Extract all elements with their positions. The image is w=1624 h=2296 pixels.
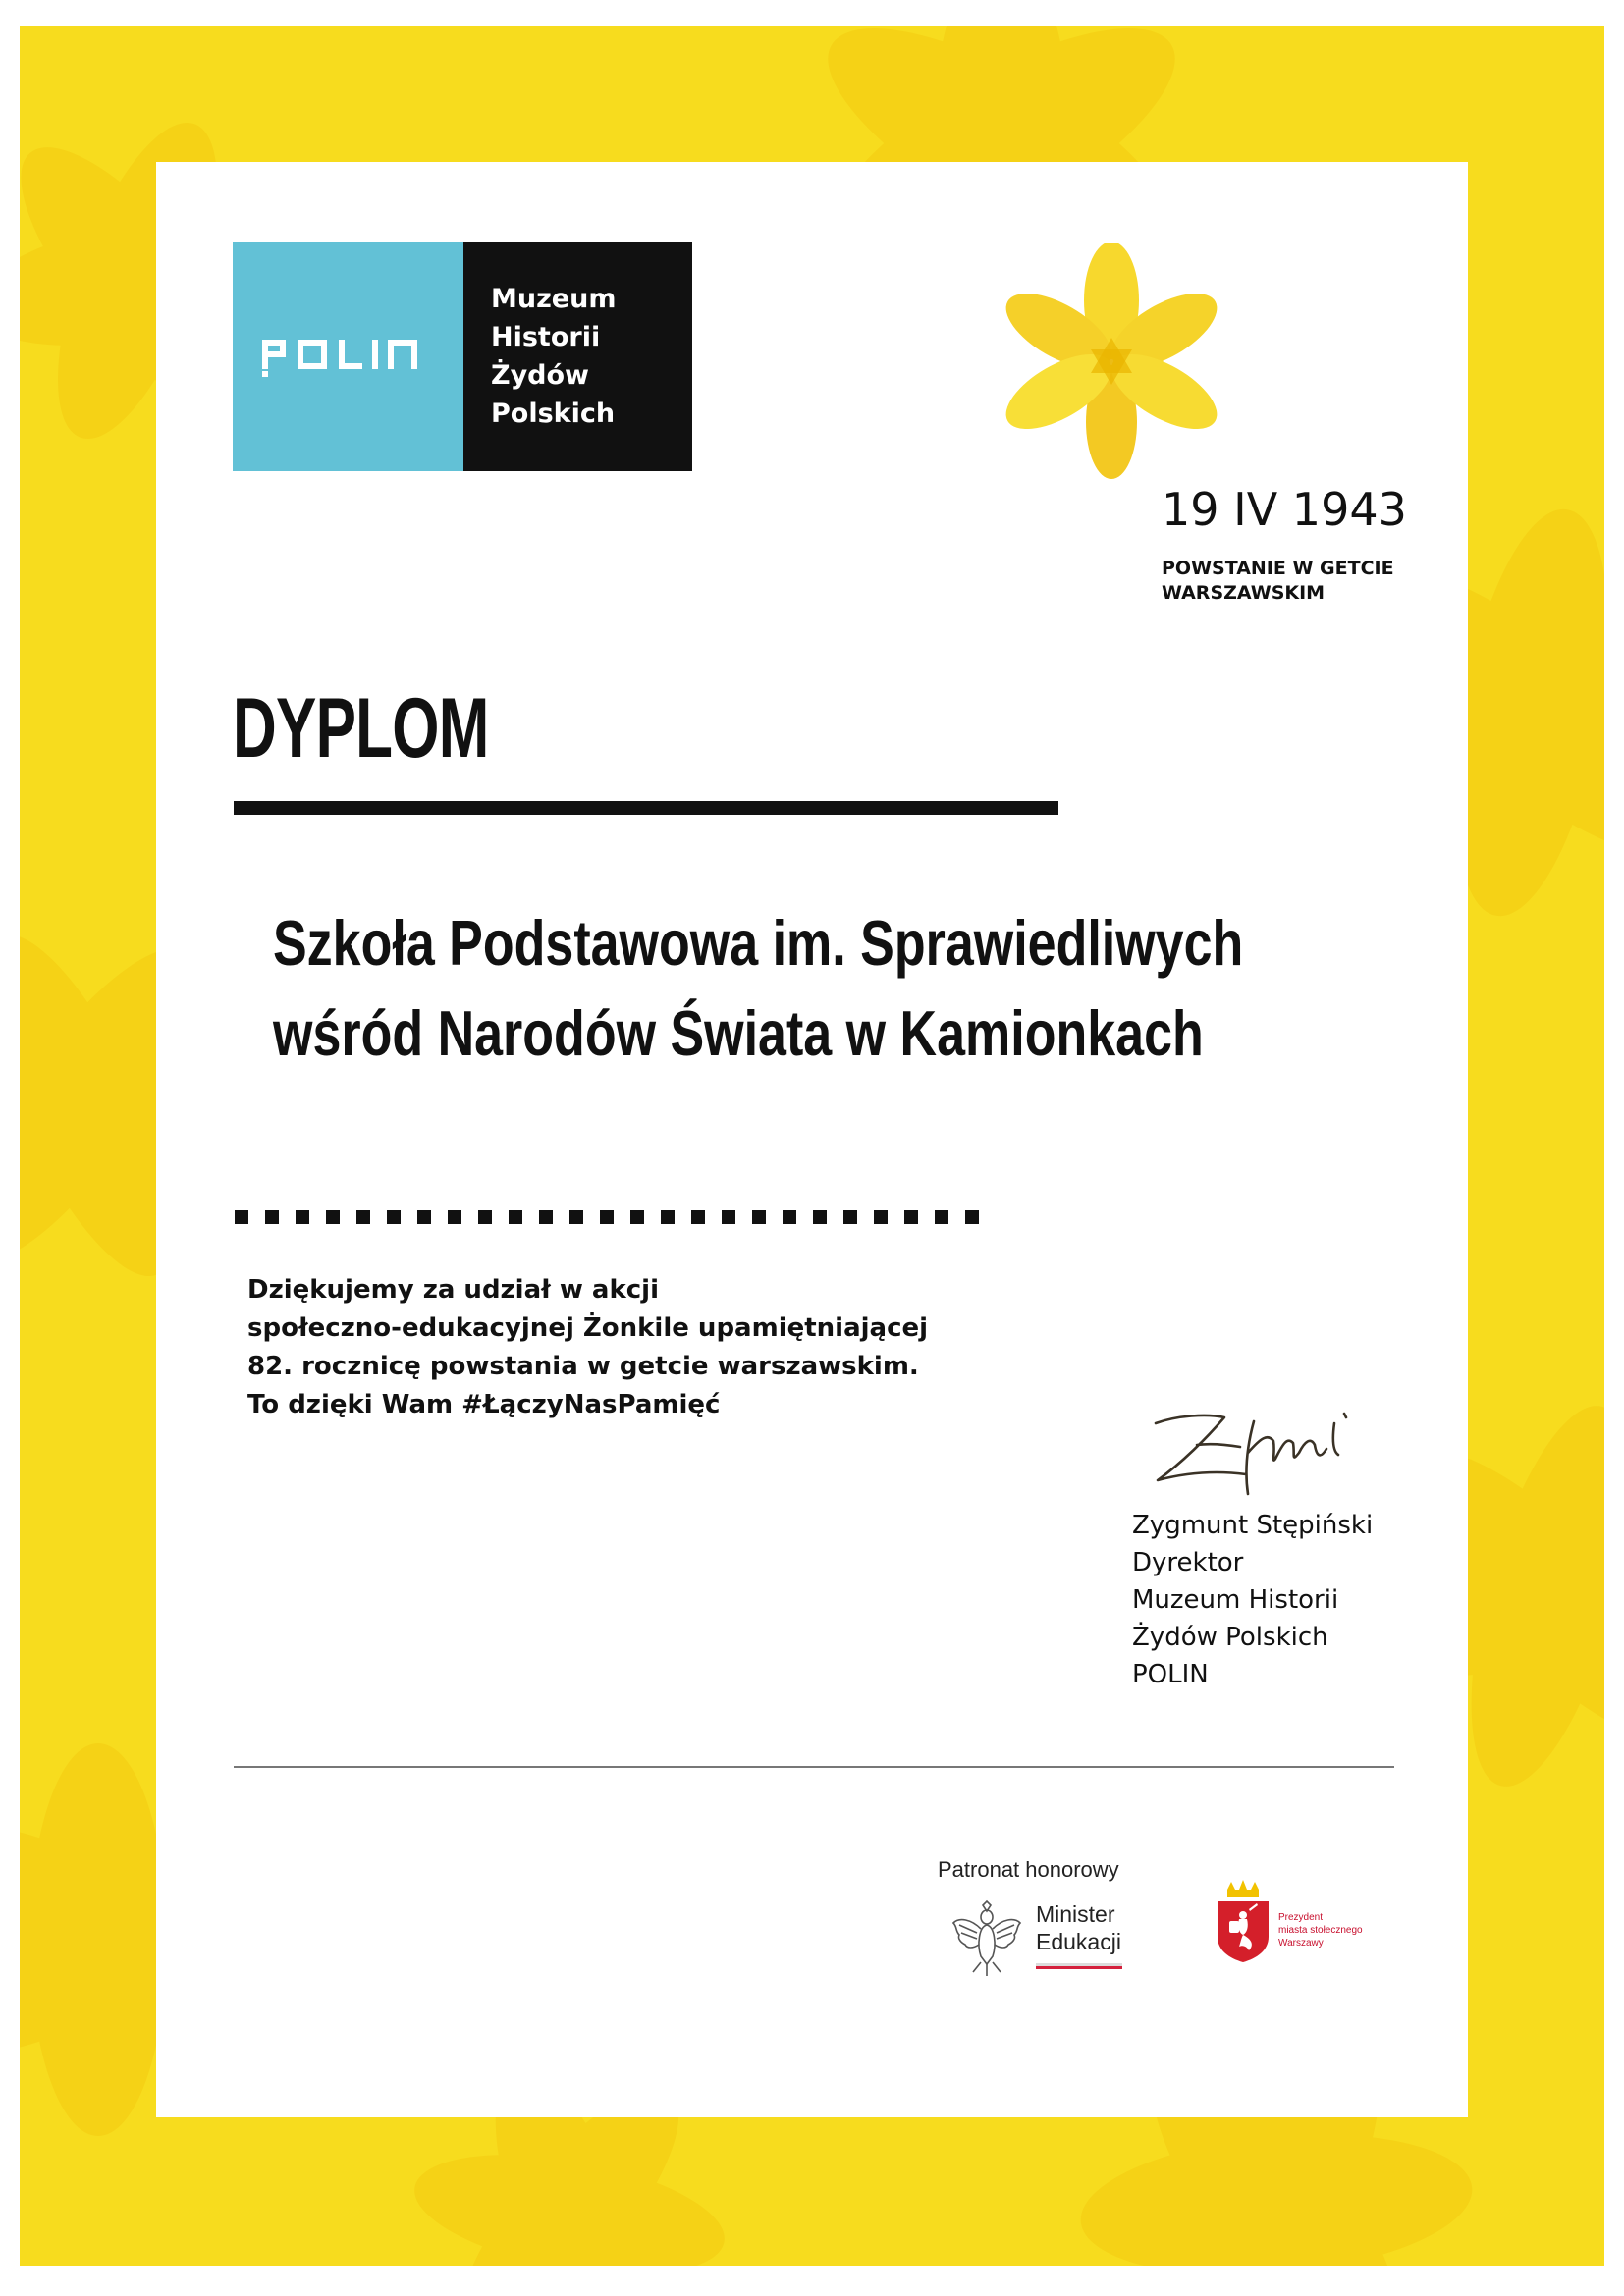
signer-line: Muzeum Historii <box>1132 1585 1339 1615</box>
museum-name-line: Historii <box>491 322 601 352</box>
anniversary-date: 19 IV 1943 <box>1162 483 1407 536</box>
minister-line: Minister <box>1036 1901 1115 1927</box>
mayor-label <box>1278 1911 1363 1949</box>
title-underline <box>234 801 1058 815</box>
recipient-name <box>273 898 1243 1079</box>
anniversary-event <box>1162 557 1394 606</box>
thank-you-message <box>247 1271 928 1424</box>
museum-name <box>463 242 692 471</box>
signer-line: POLIN <box>1132 1660 1209 1689</box>
dotted-divider <box>235 1210 979 1224</box>
diploma-title: DYPLOM <box>233 681 489 775</box>
signer-line: Zygmunt Stępiński <box>1132 1511 1374 1540</box>
footer-divider <box>234 1766 1394 1768</box>
museum-name-line: Polskich <box>491 399 616 429</box>
signer-line: Dyrektor <box>1132 1548 1244 1577</box>
signer-block <box>1132 1507 1373 1693</box>
signature-image <box>1138 1394 1374 1502</box>
polish-eagle-emblem <box>949 1899 1024 1978</box>
polish-flag-stripe <box>1036 1963 1122 1969</box>
recipient-line: Szkoła Podstawowa im. Sprawiedliwych <box>273 907 1244 979</box>
mayor-line: miasta stołecznego <box>1278 1925 1363 1936</box>
warsaw-coat-of-arms <box>1214 1880 1272 1962</box>
message-line: To dzięki Wam #ŁączyNasPamięć <box>247 1390 721 1419</box>
message-line: społeczno-edukacyjnej Żonkile upamiętniającej <box>247 1313 929 1343</box>
minister-label <box>1036 1900 1121 1955</box>
diploma-sheet <box>156 162 1468 2117</box>
polin-wordmark <box>262 336 435 379</box>
message-line: 82. rocznicę powstania w getcie warszawskim. <box>247 1352 919 1381</box>
signer-line: Żydów Polskich <box>1132 1623 1328 1652</box>
daffodil-icon <box>999 243 1224 479</box>
polin-logo <box>233 242 692 471</box>
minister-line: Edukacji <box>1036 1929 1121 1954</box>
message-line: Dziękujemy za udział w akcji <box>247 1275 659 1305</box>
mayor-line: Prezydent <box>1278 1912 1324 1923</box>
museum-name-line: Muzeum <box>491 284 617 314</box>
event-line: POWSTANIE W GETCIE <box>1162 558 1394 579</box>
patronage-label: Patronat honorowy <box>938 1857 1119 1882</box>
mayor-line: Warszawy <box>1278 1938 1324 1949</box>
museum-name-line: Żydów <box>491 360 589 391</box>
recipient-line: wśród Narodów Świata w Kamionkach <box>273 997 1204 1069</box>
yellow-frame <box>20 26 1604 2266</box>
event-line: WARSZAWSKIM <box>1162 582 1326 604</box>
polin-logo-mark <box>233 242 463 471</box>
